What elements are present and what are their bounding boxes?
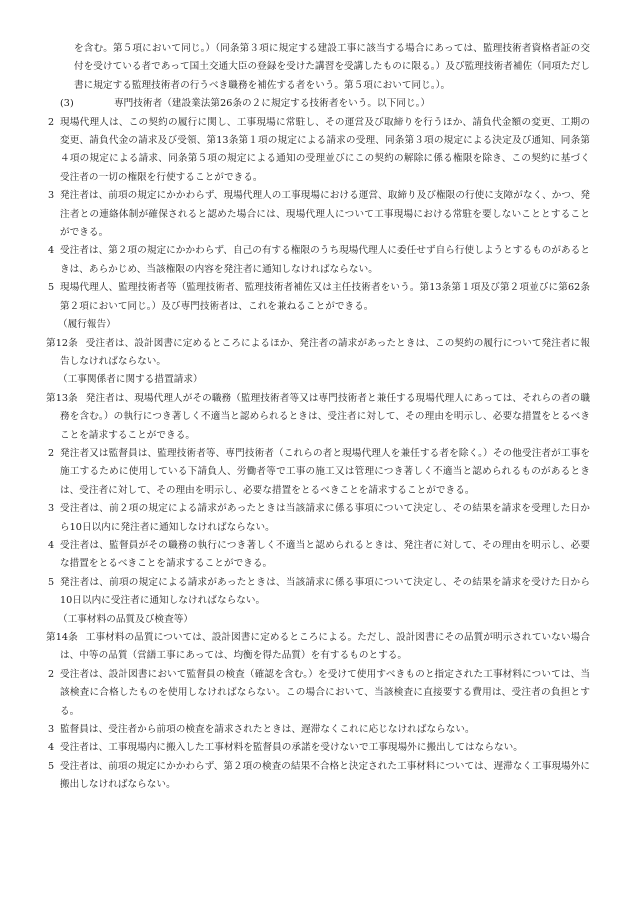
- paragraph-number: 2: [48, 116, 55, 128]
- article-number: 第14条: [46, 632, 78, 643]
- article-text: 発注者は、現場代理人がその職務（監理技術者等又は専門技術者と兼任する現場代理人にあっては、それらの者の職務を含む。）の執行につき著しく不適当と認められるときは、受注者に対して、その理由を明示し、必要な措置をとるべきことを請求することができる。: [60, 392, 590, 441]
- paragraph-text: 受注者は、第２項の規定にかかわらず、自己の有する権限のうち現場代理人に委任せず自ら行使しようとするものがあるときは、あらかじめ、当該権限の内容を発注者に通知しなければならない。: [60, 245, 590, 275]
- article-14-heading: （工事材料の品質及び検査等）: [58, 613, 194, 625]
- article-12-body: [46, 335, 590, 372]
- paragraph-number: 4: [48, 539, 55, 551]
- paragraph-number: 4: [48, 245, 55, 257]
- item-3-specialist-engineer: [46, 95, 590, 113]
- paragraph-text: 受注者は、前２項の規定による請求があったときは当該請求に係る事項について決定し、その結果を請求を受理した日から10日以内に発注者に通知しなければならない。: [60, 503, 590, 533]
- paragraph-text: 現場代理人は、この契約の履行に関し、工事現場に常駐し、その運営及び取締りを行うほか、請負代金額の変更、工期の変更、請負代金の請求及び受領、第13条第１項の規定による請求の受理、同条第３項の規定による決定及び通知、同条第４項の規定による請求、同条第５項の規定による通知の受理並びにこの契約の解除に係る権限を除き、この契約に基づく受注者の一切の権限を行使することができる。: [60, 116, 590, 183]
- paragraph-number: 2: [48, 668, 55, 680]
- article-text: 工事材料の品質については、設計図書に定めるところによる。ただし、設計図書にその品質が明示されていない場合は、中等の品質（営繕工事にあっては、均衡を得た品質）を有するものとする。: [60, 632, 590, 662]
- article-number: 第12条: [46, 337, 78, 349]
- paragraph-number: 2: [48, 447, 55, 459]
- article-11-paragraph-2: [46, 114, 590, 188]
- article-12-heading: （履行報告）: [58, 319, 116, 331]
- item-number: (3): [60, 98, 74, 110]
- paragraph-text: 受注者は、設計図書において監督員の検査（確認を含む。）を受けて使用すべきものと指定された工事材料については、当該検査に合格したものを使用しなければならない。この場合において、当該検査に直接要する費用は、受注者の負担とする。: [60, 668, 590, 717]
- paragraph-text: 監督員は、受注者から前項の検査を請求されたときは、遅滞なくこれに応じなければならない。: [60, 724, 475, 736]
- paragraph-number: 5: [48, 282, 55, 294]
- article-14-paragraph-4: [46, 739, 590, 757]
- article-13-paragraph-4: [46, 537, 590, 574]
- paragraph-text: 受注者は、監督員がその職務の執行につき著しく不適当と認められるときは、発注者に対して、その理由を明示し、必要な措置をとるべきことを請求することができる。: [60, 539, 590, 570]
- paragraph-text: 発注者は、前項の規定にかかわらず、現場代理人の工事現場における運営、取締り及び権限の行使に支障がなく、かつ、発注者との連絡体制が確保されると認めた場合には、現場代理人について工事現場における常駐を要しないこととすることができる。: [60, 190, 590, 239]
- article-11-paragraph-4: [46, 242, 590, 279]
- article-14-body: [46, 629, 590, 666]
- article-number: 第13条: [46, 392, 78, 404]
- article-14-paragraph-5: [46, 758, 590, 795]
- paragraph-number: 5: [48, 760, 55, 772]
- article-13-heading: （工事関係者に関する措置請求）: [58, 374, 203, 386]
- paragraph-number: 3: [48, 190, 55, 202]
- article-14-paragraph-3: [46, 721, 590, 739]
- article-13-body: [46, 390, 590, 445]
- item-text: 専門技術者（建設業法第26条の２に規定する技術者をいう。以下同じ。）: [114, 98, 431, 110]
- article-11-paragraph-5: [46, 279, 590, 316]
- paragraph-number: 5: [48, 576, 55, 588]
- paragraph-number: 4: [48, 742, 55, 754]
- paragraph-number: 3: [48, 503, 55, 515]
- paragraph-number: 3: [48, 724, 55, 736]
- paragraph-text: 発注者又は監督員は、監理技術者等、専門技術者（これらの者と現場代理人を兼任する者を除く。）その他受注者が工事を施工するために使用している下請負人、労働者等で工事の施工又は管理につき著しく不適当と認められるものがあるときは、受注者に対して、その理由を明示し、必要な措置をとるべきことを請求することができる。: [60, 447, 590, 496]
- paragraph-text: 現場代理人、監理技術者等（監理技術者、監理技術者補佐又は主任技術者をいう。第13条第１項及び第２項並びに第62条第２項において同じ。）及び専門技術者は、これを兼ねることができる。: [60, 282, 590, 312]
- article-11-paragraph-3: [46, 187, 590, 242]
- article-text: 受注者は、設計図書に定めるところによるほか、発注者の請求があったときは、この契約の履行について発注者に報告しなければならない。: [60, 337, 590, 367]
- article-13-paragraph-2: [46, 445, 590, 500]
- contract-page: [46, 40, 590, 795]
- article-13-paragraph-5: [46, 574, 590, 611]
- paragraph-text: 受注者は、工事現場内に搬入した工事材料を監督員の承諾を受けないで工事現場外に搬出してはならない。: [60, 742, 523, 754]
- article-13-paragraph-3: [46, 500, 590, 537]
- paragraph-text: 発注者は、前項の規定による請求があったときは、当該請求に係る事項について決定し、その結果を請求を受けた日から10日以内に受注者に通知しなければならない。: [60, 576, 590, 607]
- article-14-paragraph-2: [46, 666, 590, 721]
- paragraph-continuation: を含む。第５項において同じ。）（同条第３項に規定する建設工事に該当する場合にあっては、監理技術者資格者証の交付を受けている者であって国土交通大臣の登録を受けた講習を受講したものに限る。）及び監理技術者補佐（同項ただし書に規定する監理技術者の行うべき職務を補佐する者をいう。第５項において同じ。）。: [74, 43, 590, 91]
- paragraph-text: 受注者は、前項の規定にかかわらず、第２項の検査の結果不合格と決定された工事材料については、遅滞なく工事現場外に搬出しなければならない。: [60, 760, 590, 791]
